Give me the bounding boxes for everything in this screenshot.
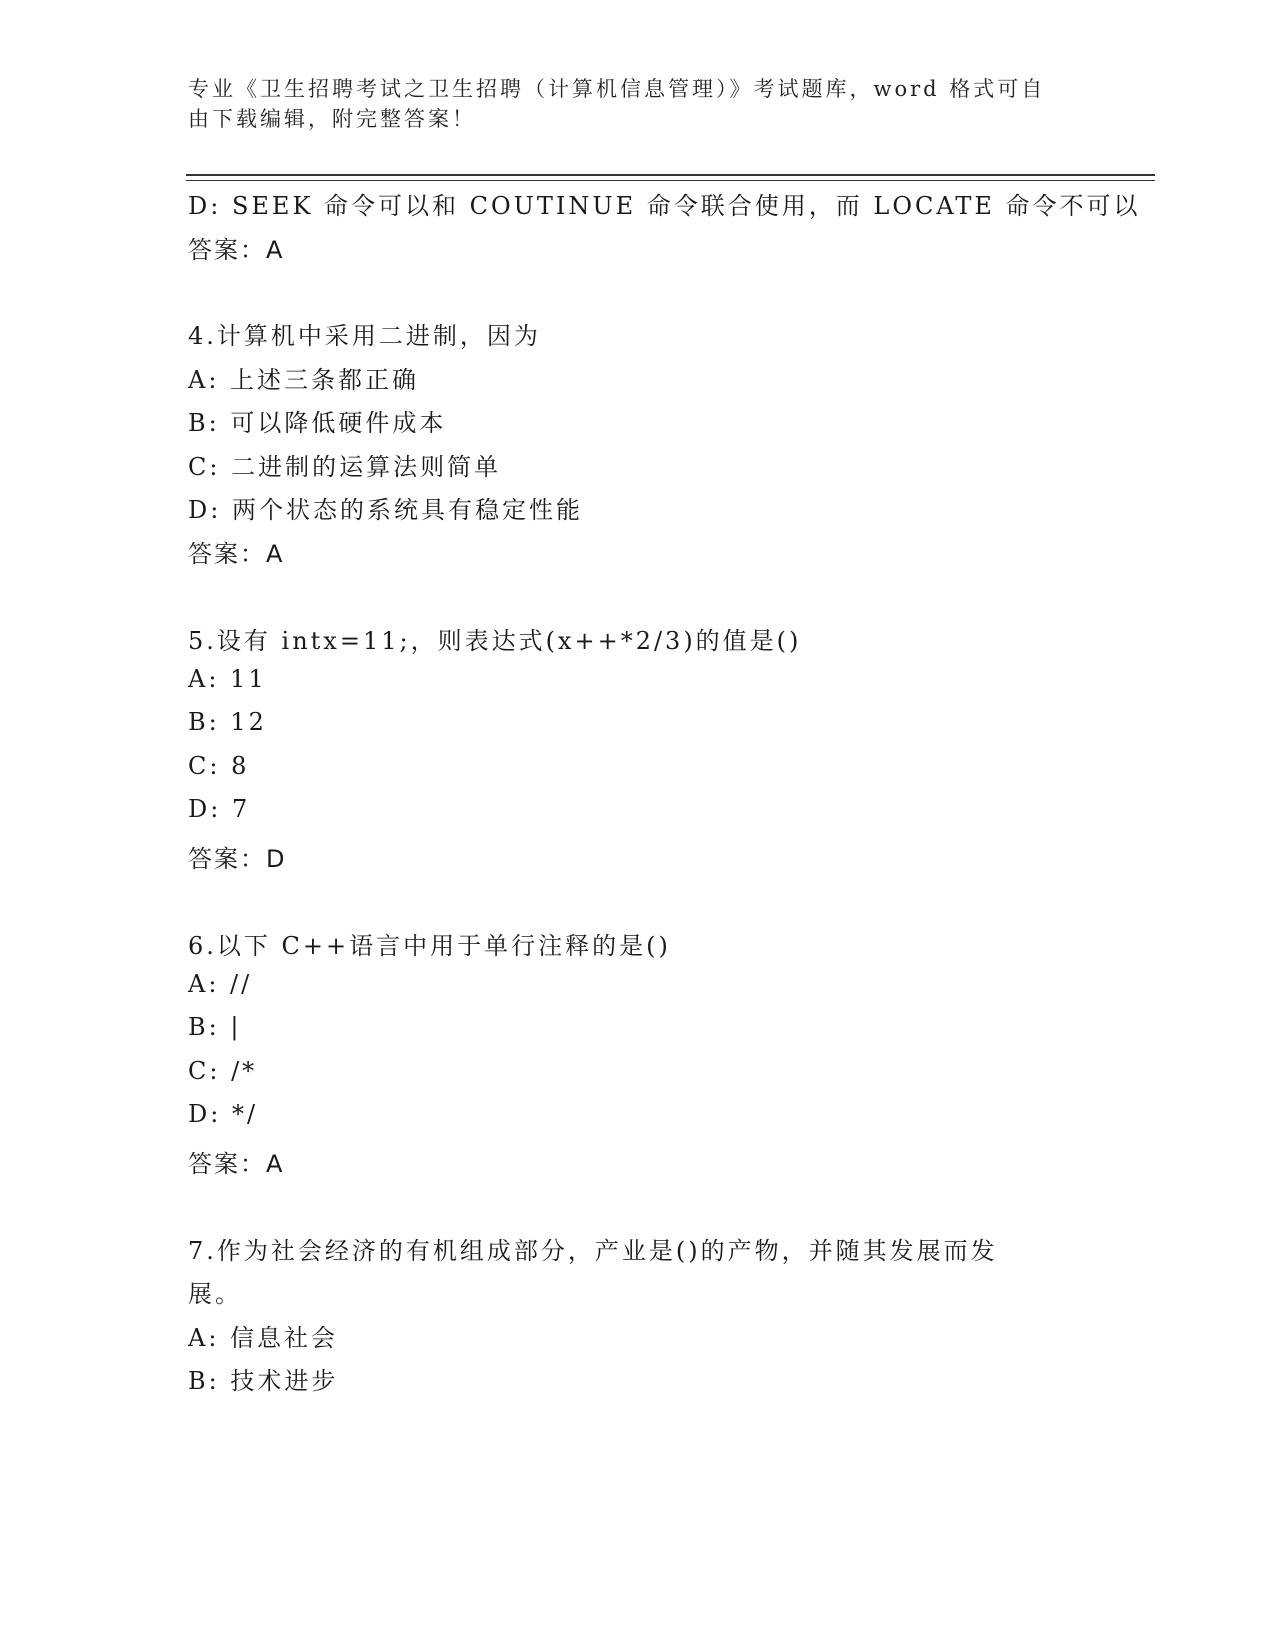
- header-line-1: 专业《卫生招聘考试之卫生招聘（计算机信息管理）》考试题库，word 格式可自: [188, 77, 1046, 101]
- document-header: [188, 74, 1088, 134]
- q4-answer: 答案：A: [188, 540, 285, 568]
- q4-option-c: C: 二进制的运算法则简单: [188, 453, 502, 481]
- header-rule-thick: [186, 174, 1155, 176]
- q7-question-line-2: 展。: [188, 1280, 242, 1308]
- q6-option-d: D: */: [188, 1100, 259, 1128]
- q3-option-d: D: SEEK 命令可以和 COUTINUE 命令联合使用，而 LOCATE 命令不可以: [188, 192, 1141, 220]
- q4-question: 4.计算机中采用二进制，因为: [188, 322, 541, 350]
- q4-option-a: A: 上述三条都正确: [188, 366, 420, 394]
- q6-option-c: C: /*: [188, 1057, 258, 1085]
- q4-option-d: D: 两个状态的系统具有稳定性能: [188, 496, 583, 524]
- q5-option-c: C: 8: [188, 752, 250, 780]
- q7-option-b: B: 技术进步: [188, 1367, 339, 1395]
- q5-option-b: B: 12: [188, 708, 267, 736]
- q5-option-d: D: 7: [188, 795, 251, 823]
- q5-question: 5.设有 intx=11;，则表达式(x++*2/3)的值是(): [188, 627, 802, 655]
- q7-option-a: A: 信息社会: [188, 1324, 339, 1352]
- header-rule-thin: [186, 180, 1155, 181]
- header-line-2: 由下载编辑，附完整答案！: [188, 107, 476, 131]
- q6-question: 6.以下 C++语言中用于单行注释的是(): [188, 932, 671, 960]
- q3-answer: 答案：A: [188, 236, 285, 264]
- q7-question-line-1: 7.作为社会经济的有机组成部分，产业是()的产物，并随其发展而发: [188, 1237, 998, 1265]
- q6-answer: 答案：A: [188, 1150, 285, 1178]
- q6-option-a: A: //: [188, 970, 253, 998]
- q5-answer: 答案：D: [188, 845, 287, 873]
- q6-option-b: B: |: [188, 1013, 242, 1041]
- q5-option-a: A: 11: [188, 665, 267, 693]
- q4-option-b: B: 可以降低硬件成本: [188, 409, 447, 437]
